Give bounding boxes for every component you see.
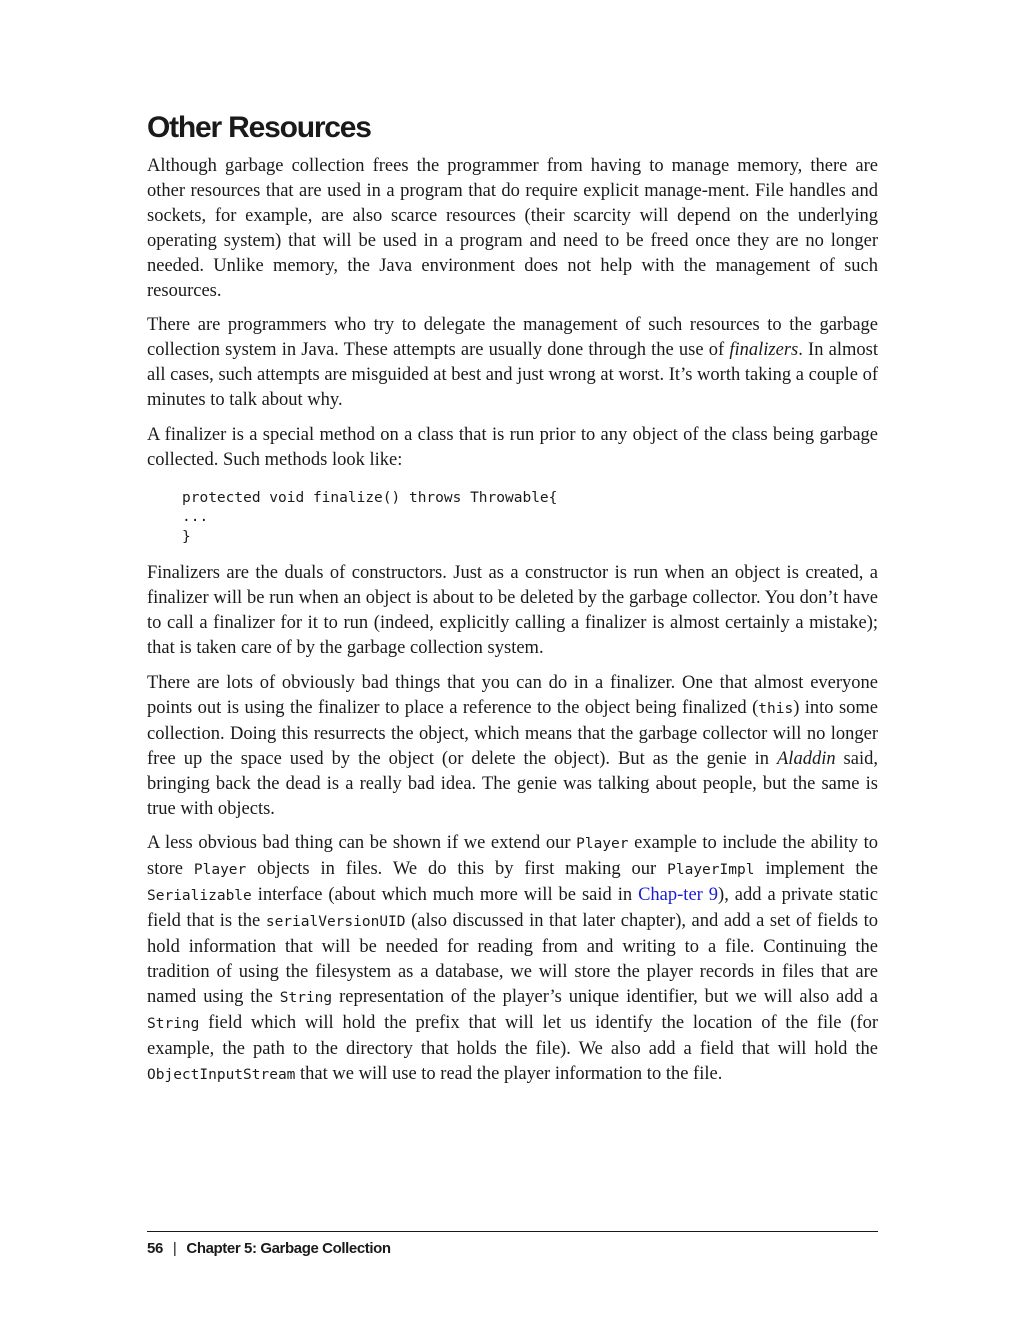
paragraph-4: Finalizers are the duals of constructors. Just as a constructor is run when an object is created, a finalizer will be run when an object is about to be deleted by the garbage collector. You don’t have to call a finalizer for it to run (indeed, explicitly calling a finalizer is almost certainly a mistake); that is taken care of by the garbage collection system.	[147, 563, 878, 659]
paragraph-6-text-7: (also discussed in that later chapter), and add a set of fields to hold information that will be needed for reading from and writing to a file. Continuing the tradition of using the filesystem as a database, we will store the player records in files that are named using the	[147, 911, 879, 1007]
paragraph-6-text-6: ), add a private static field that is the	[147, 885, 878, 932]
paragraph-2-text-a: There are programmers who try to delegate the management of such resources to the garbage collection system in Java. These attempts are usually done through the use of	[147, 315, 878, 361]
paragraph-6-text-10: that we will use to read the player information to the file.	[295, 1063, 723, 1084]
page-footer	[147, 1231, 878, 1257]
inline-code-player-2: Player	[193, 862, 247, 879]
inline-code-objectinputstream: ObjectInputStream	[147, 1066, 296, 1083]
paragraph-5-text-c: said, bringing back the dead is a really bad idea. The genie was talking about people, but the same is true with objects.	[147, 748, 878, 819]
inline-code-player: Player	[576, 836, 629, 853]
paragraph-6-text-2: example to include the ability to store	[147, 833, 878, 880]
title-aladdin: Aladdin	[777, 748, 836, 769]
paragraph-6-text-9: field which will hold the prefix that will let us identify the location of the file (for example, the path to the directory that holds the file). We also add a field that will hold the	[147, 1012, 878, 1059]
paragraph-3: A finalizer is a special method on a class that is run prior to any object of the class being garbage collected. Such methods look like:	[147, 425, 878, 470]
section-heading: Other Resources	[147, 111, 371, 144]
paragraph-6-text-8: representation of the player’s unique identifier, but we will also add a	[332, 986, 878, 1007]
code-block: protected void finalize() throws Throwable{ ... }	[182, 489, 558, 545]
paragraph-6-text-5: interface (about which much more will be said in	[251, 885, 639, 906]
paragraph-6-text-3: objects in files. We do this by first making our	[246, 859, 668, 880]
inline-code-string: String	[279, 989, 333, 1006]
paragraph-2-text-b: . In almost all cases, such attempts are misguided at best and just wrong at worst. It’s worth taking a couple of minutes to talk about why.	[147, 340, 878, 411]
chapter-9-link[interactable]: Chap-ter 9	[638, 885, 719, 906]
paragraph-5-text-b: ) into some collection. Doing this resurrects the object, which means that the garbage collector will no longer free up the space used by the object (or delete the object). But as the genie in	[147, 697, 878, 769]
paragraph-5-text-a: There are lots of obviously bad things that you can do in a finalizer. One that almost everyone points out is using the finalizer to place a reference to the object being finalized (	[147, 673, 878, 718]
paragraph-6-text-4: implement the	[754, 859, 878, 880]
paragraph-6-text-1: A less obvious bad thing can be shown if we extend our	[147, 833, 577, 854]
paragraph-5	[147, 671, 878, 821]
inline-code-serialversionuid: serialVersionUID	[265, 914, 406, 931]
page-body	[147, 110, 878, 1098]
inline-code-string-2: String	[147, 1015, 200, 1032]
footer-separator: |	[172, 1240, 177, 1257]
inline-code-serializable: Serializable	[147, 888, 252, 905]
paragraph-1: Although garbage collection frees the programmer from having to manage memory, there are other resources that are used in a program that do require explicit manage-ment. File handles and sockets, for example, are also scarce resources (their scarcity will depend on the underlying operating system) that will be used in a program and need to be freed once they are no longer needed. Unlike memory, the Java environment does not help with the management of such resources.	[147, 156, 878, 301]
chapter-title: Chapter 5: Garbage Collection	[186, 1240, 391, 1257]
term-finalizers: finalizers	[729, 340, 799, 361]
paragraph-6	[147, 831, 878, 1087]
paragraph-2	[147, 313, 878, 413]
inline-code-playerimpl: PlayerImpl	[667, 862, 755, 879]
page-number: 56	[147, 1240, 163, 1257]
inline-code-this: this	[758, 700, 794, 717]
